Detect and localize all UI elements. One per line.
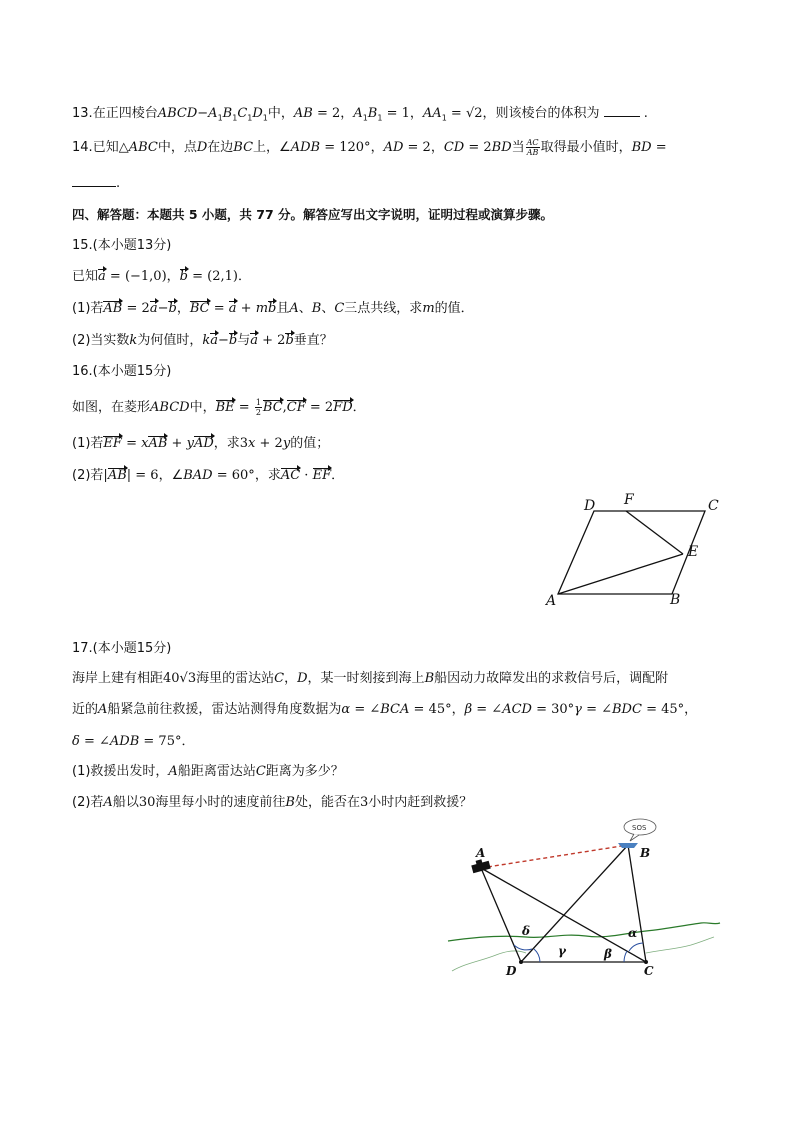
question-15-part-1: (1)若AB = 2a−b，BC = a + mb且A、B、C三点共线，求m的值． [72,301,474,316]
label-d: D [584,498,596,514]
point-d [519,960,523,964]
fraction-ac-ab: $\frac{AC}{AB}$ [526,138,539,157]
label-d: D [506,964,517,978]
question-16-header: 16.(本小题15分) [72,364,172,379]
question-17-part-1: (1)救援出发时，A船距离雷达站C距离为多少？ [72,764,344,779]
rhombus-outline [558,511,705,594]
arc-gamma [534,949,540,962]
ship-a-icon [471,859,490,873]
question-17-part-2: (2)若A船以30海里每小时的速度前往B处，能否在3小时内赶到救援？ [72,795,473,810]
segment-ad [481,868,521,962]
label-gamma: γ [558,944,566,958]
question-17-line-3: δ = ∠ADB = 75°． [72,734,195,749]
rhombus-figure [540,490,730,610]
arc-delta [514,945,532,950]
question-14: 14.已知△ABC中，点D在边BC上，∠ADB = 120°，AD = 2，CD = 2BD当 $\frac{AC}{AB}$ 取得最小值时，BD = [72,138,667,157]
rescue-figure [446,815,726,985]
answer-blank-13 [604,104,640,117]
label-c: C [708,498,719,514]
segment-db [521,845,628,962]
label-alpha: α [628,926,638,940]
question-13: 13.在正四棱台$ABCD-A_1B_1C_1D_1$中，AB = 2，$A_1B_1 = 1$，$AA_1 = √2$，则该棱台的体积为 . [72,106,648,123]
label-b: B [670,592,681,608]
question-17-line-2: 近的A船紧急前往救援，雷达站测得角度数据为α = ∠BCA = 45°，β = ∠ACD = 30°γ = ∠BDC = 45°， [72,702,698,717]
segment-ae [558,554,683,594]
question-14-answer-line: . [72,174,120,193]
arc-alpha [629,943,643,951]
arc-beta [624,951,627,962]
section-heading: 四、解答题：本题共 5 小题，共 77 分。解答应写出文字说明，证明过程或演算步骤。 [72,207,554,222]
label-f: F [624,492,634,508]
label-e: E [688,544,699,560]
label-b: B [640,846,651,860]
label-a: A [476,846,486,860]
answer-blank-14 [72,174,116,187]
coastline [448,923,720,941]
question-16-intro: 如图，在菱形ABCD中，BE = $\frac{1}{2}$ BC,CF = 2FD． [72,398,366,417]
question-17-header: 17.(本小题15分) [72,641,172,656]
svg-text:SOS: SOS [632,824,647,832]
coastline-right [646,937,714,953]
segment-fe [626,511,683,554]
sos-bubble [624,819,656,841]
label-a: A [546,593,557,609]
ship-b-icon [618,843,638,848]
label-delta: δ [522,924,531,938]
question-17-line-1: 海岸上建有相距40√3海里的雷达站C，D，某一时刻接到海上B船因动力故障发出的求救信号后，调配附 [72,671,669,686]
question-15-part-2: (2)当实数k为何值时，ka−b与a + 2b垂直？ [72,333,333,348]
label-c: C [644,964,654,978]
question-16-part-1: (1)若EF = xAB + yAD，求3x + 2y的值； [72,436,330,451]
question-15-header: 15.(本小题13分) [72,238,172,253]
segment-ab-dashed [481,845,628,868]
question-16-part-2: (2)若|AB| = 6，∠BAD = 60°，求AC · EF． [72,468,345,483]
question-15-given: 已知a = (−1,0)，b = (2,1)． [72,269,251,284]
label-beta: β [604,947,612,961]
